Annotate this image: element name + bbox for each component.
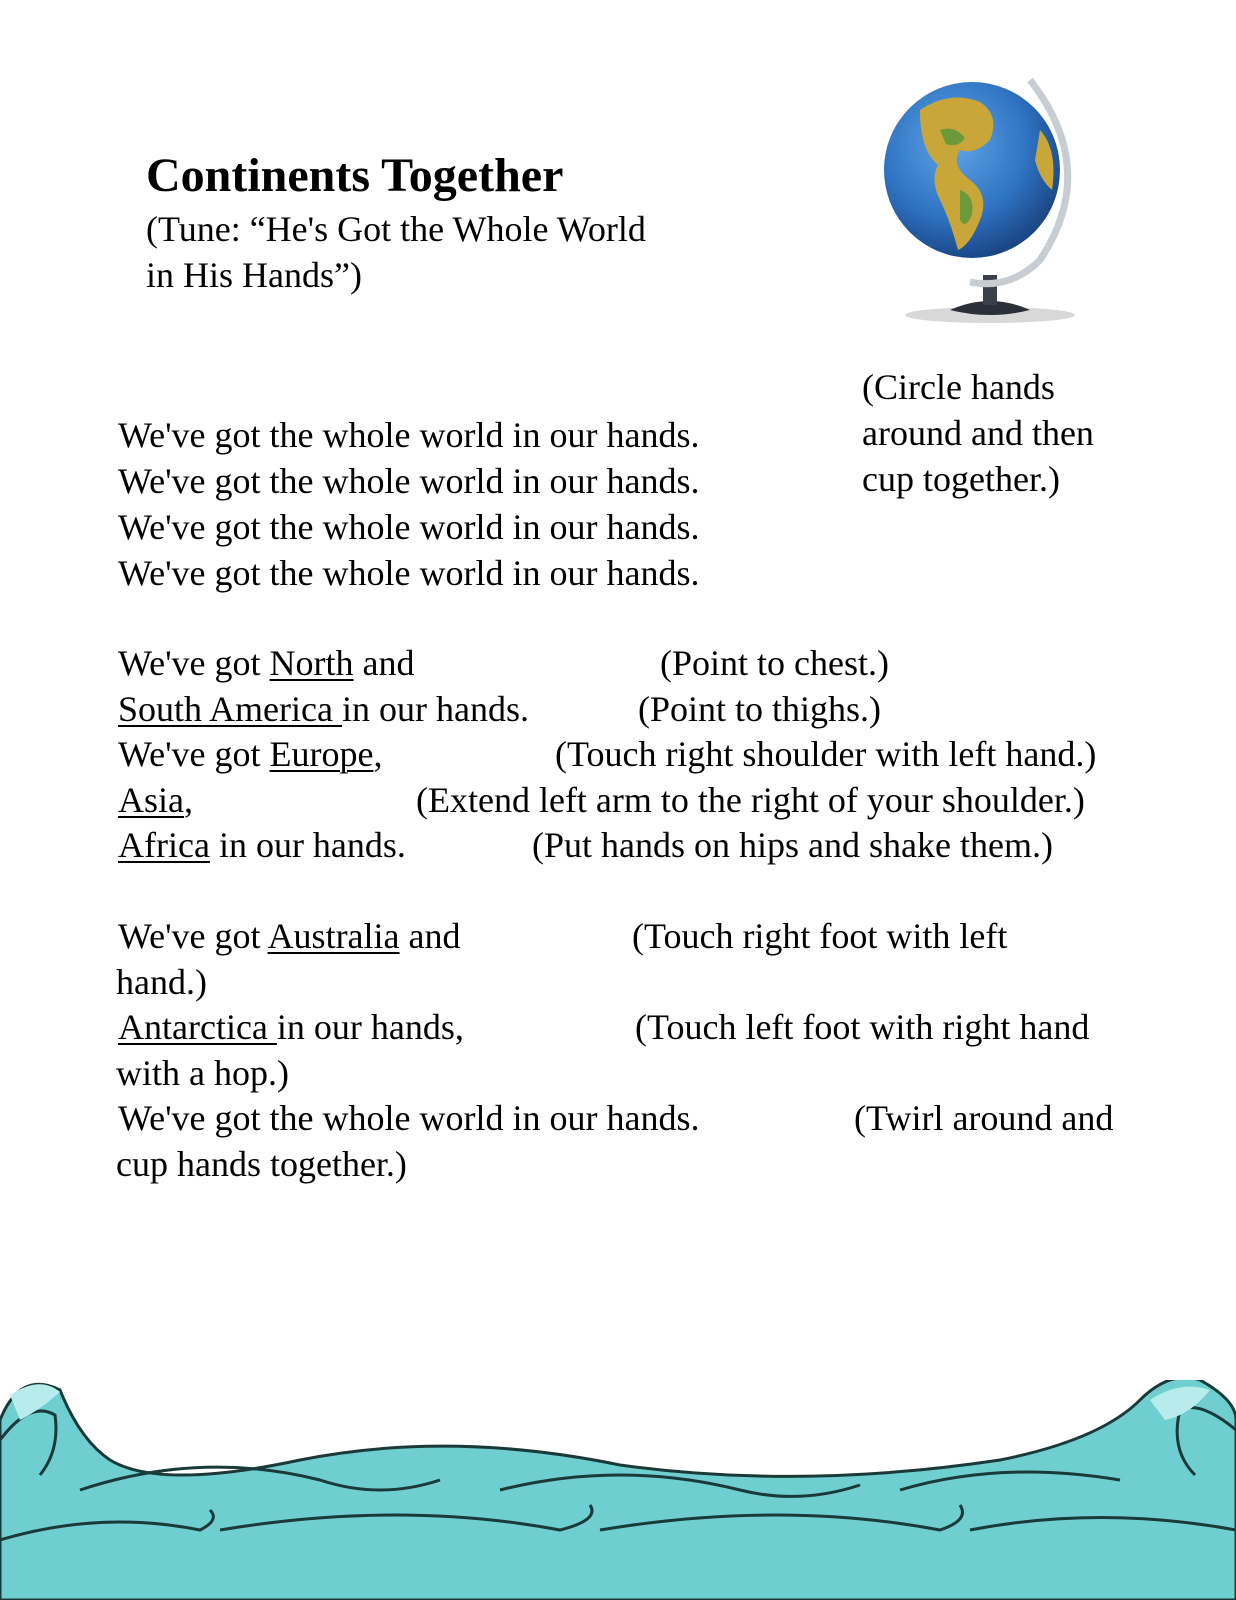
continent-antarctica: Antarctica (118, 1007, 277, 1047)
verse-1-action (862, 364, 1094, 502)
verse-3-action-2-wrap: with a hop.) (116, 1053, 289, 1093)
verse-2-action-5: (Put hands on hips and shake them.) (532, 825, 1053, 865)
verse-1 (118, 412, 699, 596)
continent-asia: Asia (118, 780, 184, 820)
lyric-text: We've got (118, 916, 268, 956)
verse-3-line-3: We've got the whole world in our hands. (118, 1098, 700, 1138)
verse-2-action-1: (Point to chest.) (660, 643, 889, 683)
continent-north: North (269, 643, 354, 683)
verse-2-action-2: (Point to thighs.) (638, 689, 882, 729)
continent-europe: Europe (269, 734, 374, 774)
verse-3-action-2: (Touch left foot with right hand (635, 1007, 1090, 1047)
verse-3-action-3: (Twirl around and (854, 1098, 1114, 1138)
tune-line-2: in His Hands”) (146, 255, 362, 295)
verse-2-line-4 (118, 777, 193, 823)
verse-2-line-5 (118, 822, 406, 868)
page-title: Continents Together (146, 149, 564, 202)
verse-3-action-1-wrap: hand.) (116, 962, 207, 1002)
lyric-text: and (399, 916, 461, 956)
verse-1-line: We've got the whole world in our hands. (118, 415, 700, 455)
verse-2-action-4: (Extend left arm to the right of your shoulder.) (416, 780, 1085, 820)
verse-3-line-1 (118, 913, 461, 959)
lyric-text: in our hands, (276, 1007, 464, 1047)
lyric-text: in our hands. (209, 825, 406, 865)
verse-3-action-3-wrap: cup hands together.) (116, 1144, 407, 1184)
action-line: cup together.) (862, 459, 1060, 499)
tune-line-1: (Tune: “He's Got the Whole World (146, 209, 646, 249)
tune-note (146, 206, 646, 298)
lyric-text: We've got (118, 643, 270, 683)
verse-1-line: We've got the whole world in our hands. (118, 507, 700, 547)
action-line: (Circle hands (862, 367, 1055, 407)
continent-australia: Australia (267, 916, 400, 956)
globe-illustration (880, 70, 1110, 330)
verse-2-line-3 (118, 731, 383, 777)
ocean-waves-illustration (0, 1380, 1236, 1600)
continent-africa: Africa (118, 825, 210, 865)
lyric-text: , (373, 734, 383, 774)
continent-south-america: South America (118, 689, 342, 729)
lyric-text: We've got (118, 734, 270, 774)
verse-2-line-2 (118, 686, 529, 732)
lyric-text: and (353, 643, 415, 683)
lyric-text: in our hands. (341, 689, 529, 729)
verse-1-line: We've got the whole world in our hands. (118, 461, 700, 501)
verse-1-line: We've got the whole world in our hands. (118, 553, 700, 593)
verse-3-line-2 (118, 1004, 464, 1050)
action-line: around and then (862, 413, 1094, 453)
verse-2-line-1 (118, 640, 415, 686)
verse-3-action-1: (Touch right foot with left (632, 916, 1008, 956)
verse-2-action-3: (Touch right shoulder with left hand.) (555, 734, 1097, 774)
lyric-text: , (184, 780, 193, 820)
